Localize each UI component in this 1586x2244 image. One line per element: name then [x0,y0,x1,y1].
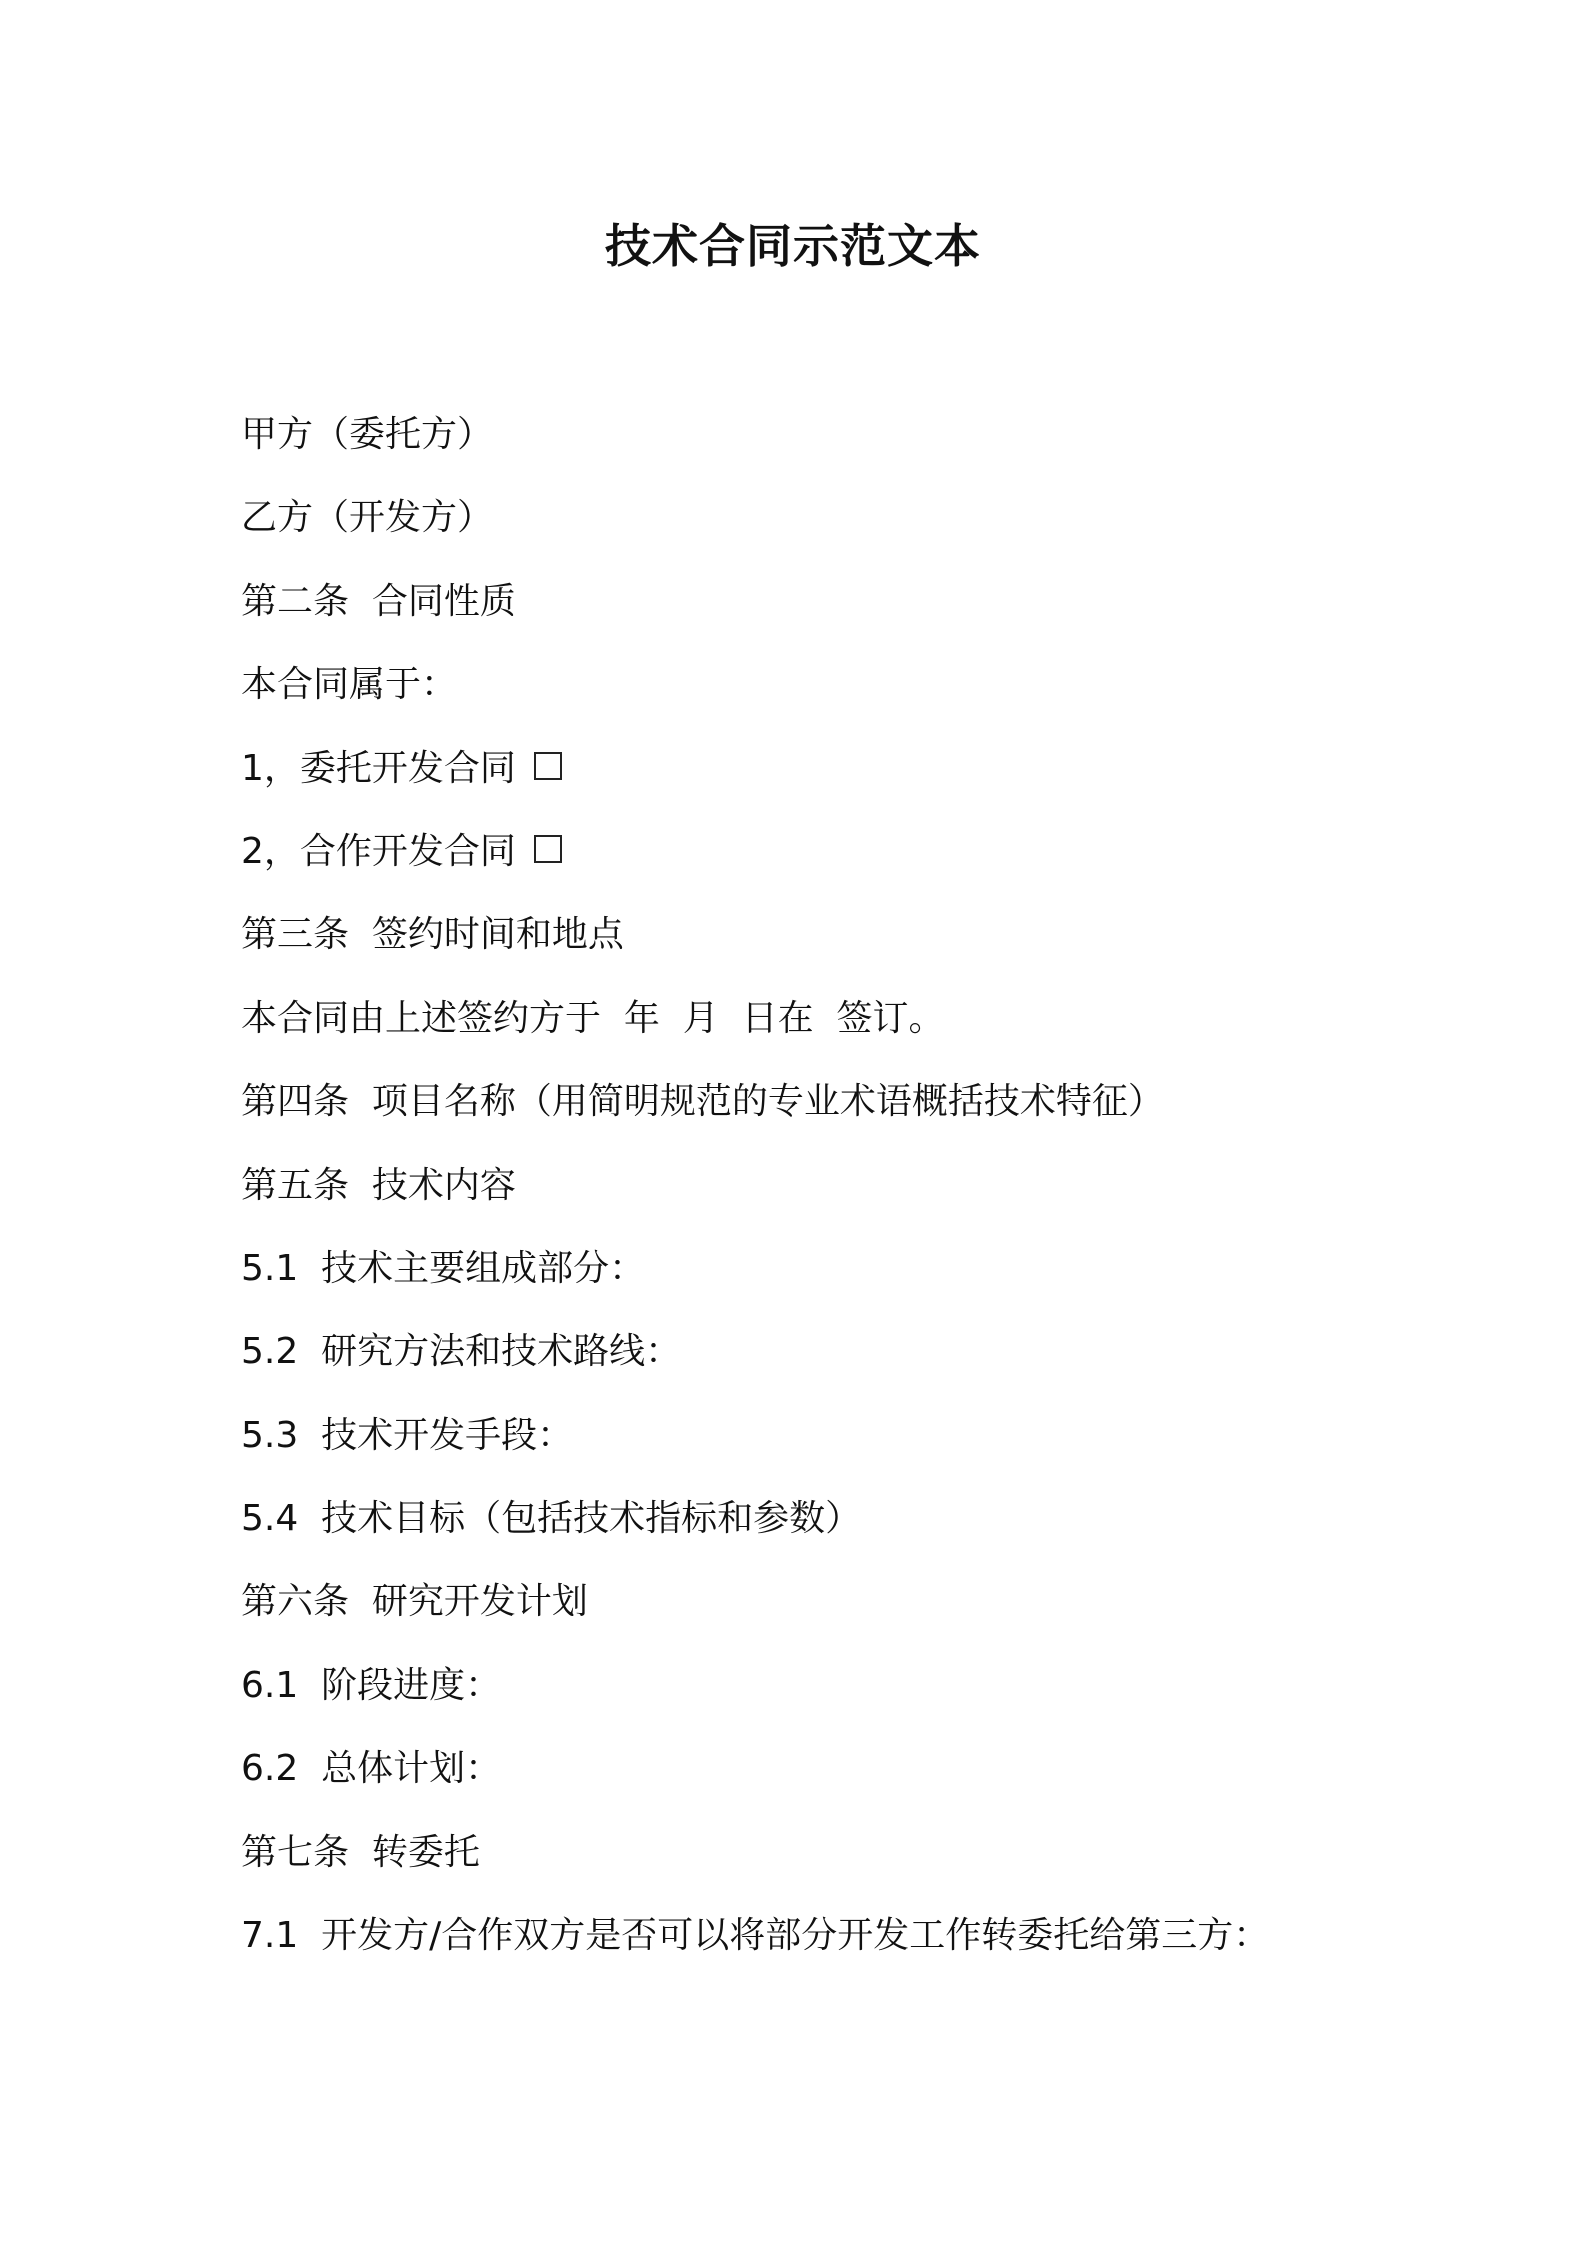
clause-5-2: 5.2 研究方法和技术路线： [241,1331,682,1373]
clause-5-3: 5.3 技术开发手段： [241,1414,574,1456]
document-title: 技术合同示范文本 [605,219,981,273]
clause-6-1: 6.1 阶段进度： [241,1664,502,1706]
party-b-line: 乙方（开发方） [241,497,494,539]
article-6-heading: 第六条 研究开发计划 [241,1581,588,1623]
cooperative-development-checkbox[interactable] [534,835,562,863]
option-cooperative-development [241,822,1441,905]
entrusted-development-checkbox[interactable] [534,752,562,780]
signing-time-place: 本合同由上述签约方于 年 月 日在 签订。 [241,997,945,1039]
document-body [241,405,1441,1989]
article-5-heading: 第五条 技术内容 [241,1164,516,1206]
party-a-line: 甲方（委托方） [241,414,494,455]
article-7-heading: 第七条 转委托 [241,1831,480,1873]
clause-5-1: 5.1 技术主要组成部分： [241,1247,646,1289]
clause-7-1: 7.1 开发方/合作双方是否可以将部分开发工作转委托给第三方： [241,1915,1270,1957]
contract-type-intro: 本合同属于： [241,664,458,706]
option-cooperative-development-label: 2，合作开发合同 [241,830,516,872]
option-entrusted-development-label: 1，委托开发合同 [241,747,516,789]
article-2-heading: 第二条 合同性质 [241,580,516,622]
option-entrusted-development [241,739,1441,822]
article-3-heading: 第三条 签约时间和地点 [241,914,624,956]
article-4-heading: 第四条 项目名称（用简明规范的专业术语概括技术特征） [241,1081,1164,1123]
clause-5-4: 5.4 技术目标（包括技术指标和参数） [241,1498,862,1540]
clause-6-2: 6.2 总体计划： [241,1748,502,1790]
